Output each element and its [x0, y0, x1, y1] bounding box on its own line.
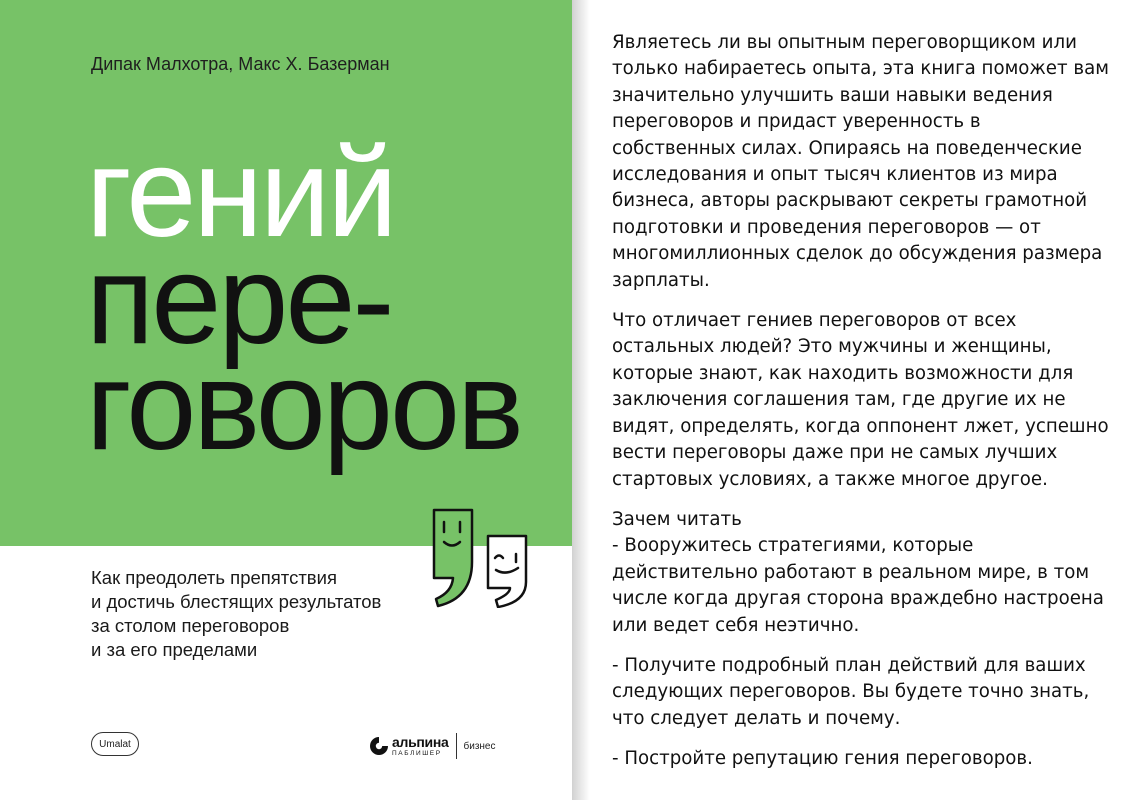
description-paragraph [612, 746, 1118, 772]
description-line: Что отличает гениев переговоров от всех [612, 310, 1017, 332]
description-line: зарплаты. [612, 269, 710, 291]
cover-subtitle [91, 566, 421, 662]
description-line: - Вооружитесь стратегиями, которые [612, 535, 974, 557]
description-line: стартовых условиях, а также многое другое. [612, 468, 1048, 490]
description-line: остальных людей? Это мужчины и женщины, [612, 336, 1052, 358]
cover-title-line-1: гений [86, 122, 395, 263]
book-description [612, 30, 1118, 787]
description-line: видят, определять, когда оппонент лжет, успешно [612, 415, 1109, 437]
publisher-name-sub: ПАБЛИШЕР [392, 749, 442, 757]
description-line: переговоров и придаст уверенность в [612, 111, 981, 133]
description-line: действительно работают в реальном мире, в том [612, 561, 1090, 583]
umalat-badge: Umalat [91, 732, 139, 756]
cover-title-line-3: говоров [86, 335, 521, 476]
description-line: подготовки и проведения переговоров — от [612, 216, 1041, 238]
description-paragraph [612, 507, 1118, 639]
description-line: - Постройте репутацию гения переговоров. [612, 748, 1033, 770]
description-paragraph [612, 30, 1118, 294]
description-line: Являетесь ли вы опытным переговорщиком или [612, 32, 1077, 53]
description-line: многомиллионных сделок до обсуждения размера [612, 243, 1103, 265]
quote-faces-icon [432, 506, 532, 608]
description-line: числе когда другая сторона враждебно настроена [612, 588, 1104, 610]
cover-shadow [572, 0, 590, 800]
publisher-divider [456, 733, 457, 759]
cover-subtitle-line: и за его пределами [91, 639, 258, 660]
description-line: исследования и опыт тысяч клиентов из мира [612, 164, 1058, 186]
description-paragraph [612, 653, 1118, 732]
description-line: собственных силах. Опираясь на поведенческие [612, 137, 1082, 159]
description-line: вести переговоры даже при не самых лучших [612, 442, 1058, 464]
publisher-name [392, 735, 449, 758]
cover-subtitle-line: и достичь блестящих результатов [91, 591, 382, 612]
description-line: заключения соглашения там, где другие их не [612, 389, 1066, 411]
publisher-series: бизнес [463, 740, 496, 752]
cover-subtitle-line: Как преодолеть препятствия [91, 567, 337, 588]
cover-subtitle-line: за столом переговоров [91, 615, 290, 636]
description-line: которые знают, как находить возможности для [612, 362, 1074, 384]
description-line: что следует делать и почему. [612, 707, 901, 729]
publisher-name-main: альпина [392, 733, 449, 750]
description-line: или ведет себя неэтично. [612, 614, 860, 636]
publisher-logo [369, 733, 495, 759]
description-line: - Получите подробный план действий для ваших [612, 654, 1086, 676]
description-line: значительно улучшить ваши навыки ведения [612, 84, 1053, 106]
alpina-logo-icon [369, 736, 389, 756]
description-line: следующих переговоров. Вы будете точно знать, [612, 681, 1090, 703]
description-line: только набираетесь опыта, эта книга поможет вам [612, 58, 1109, 80]
description-line: бизнеса, авторы раскрывают секреты грамотной [612, 190, 1088, 212]
description-line: Зачем читать [612, 508, 742, 530]
cover-authors: Дипак Малхотра, Макс Х. Базерман [91, 54, 390, 74]
cover-title-line-2: пере- [86, 229, 392, 370]
description-paragraph [612, 308, 1118, 493]
